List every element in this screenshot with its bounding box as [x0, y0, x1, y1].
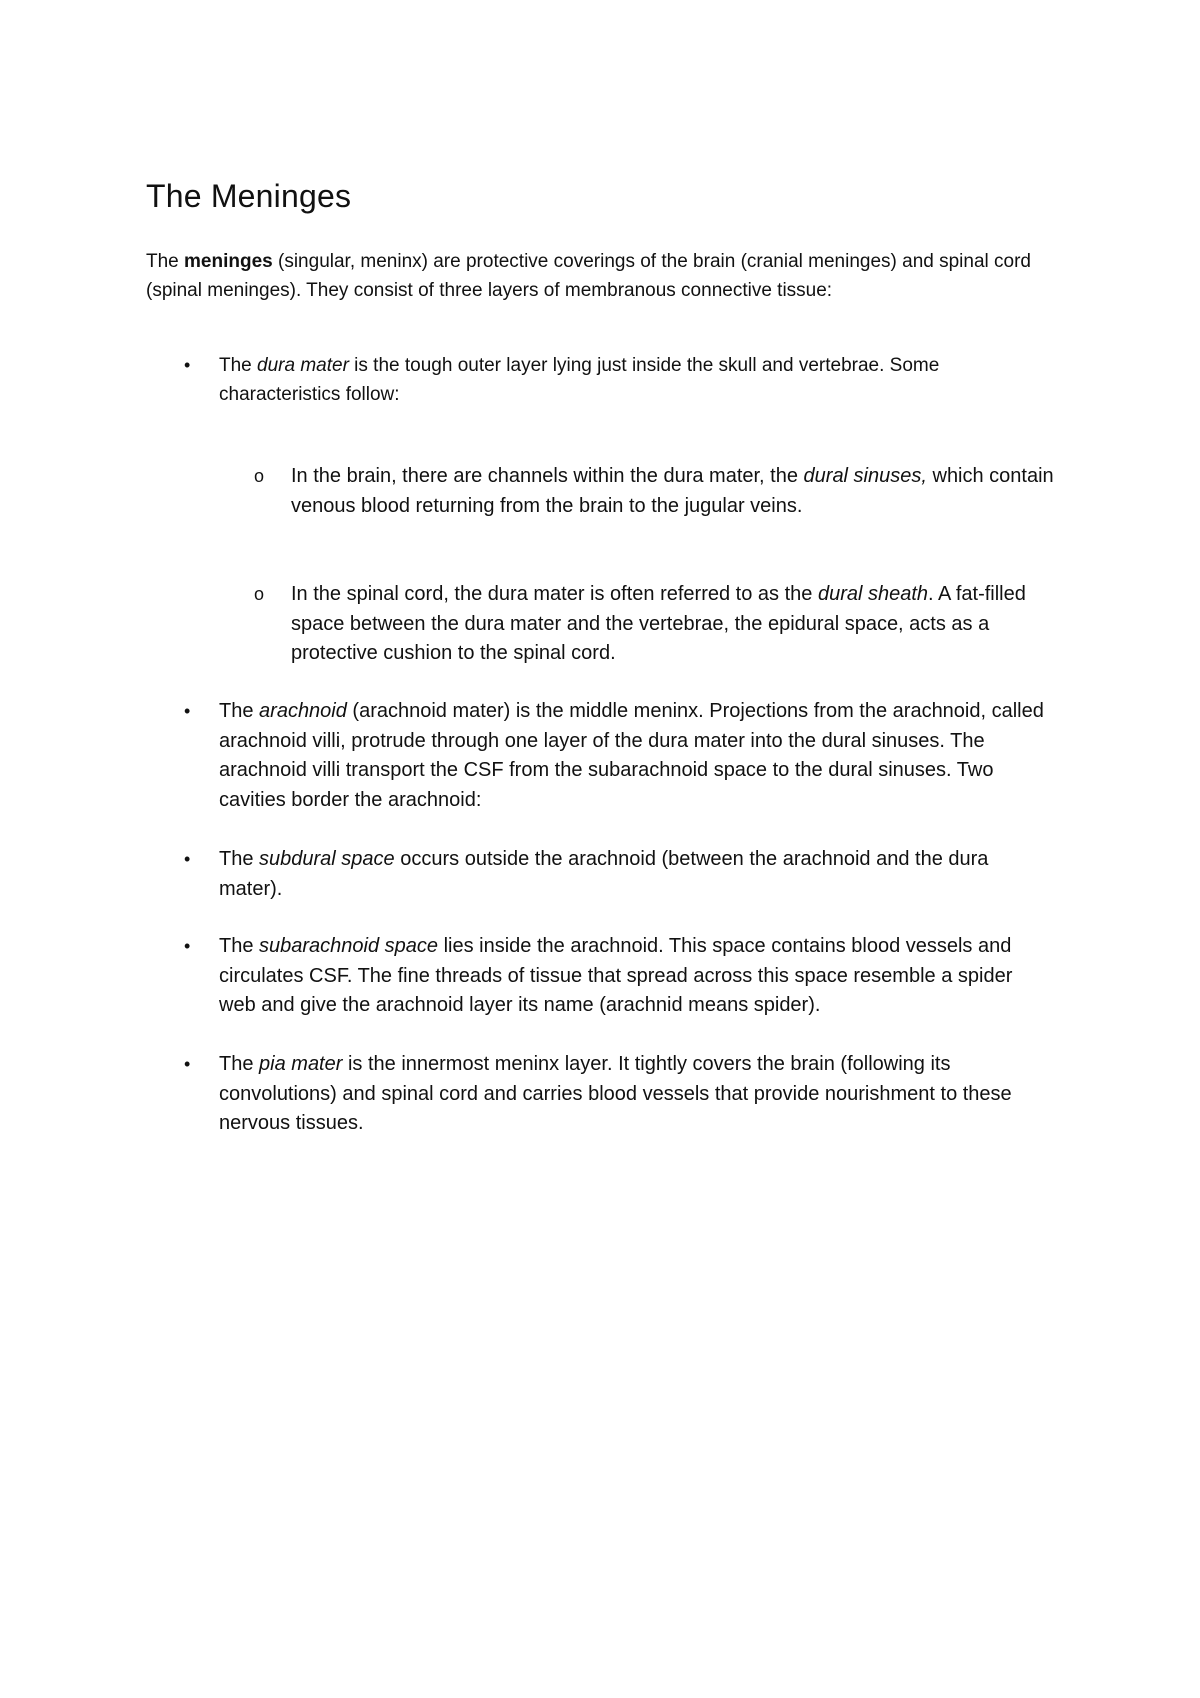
- pia-post: is the innermost meninx layer. It tightly covers the brain (following its convolutions) and spinal cord and carries blood vessels that provide nourishment to these nervous tissues.: [219, 1053, 1012, 1134]
- subdural-text: [219, 845, 1049, 904]
- sublist-item-dural-sheath: [146, 580, 1066, 669]
- subdural-post: occurs outside the arachnoid (between the arachnoid and the dura mater).: [219, 848, 989, 900]
- sub-bullet-icon: o: [254, 466, 265, 486]
- arachnoid-post: (arachnoid mater) is the middle meninx. Projections from the arachnoid, called arachnoid villi, protrude through one layer of the dura mater into the dural sinuses. The arachnoid villi transport the CSF from the subarachnoid space to the dural sinuses. Two cavities border the arachnoid:: [219, 700, 1044, 811]
- subdural-pre: The: [219, 848, 260, 870]
- bullet-icon: •: [184, 355, 191, 375]
- intro-bold-term: meninges: [184, 251, 273, 272]
- list-item-subdural-space: [146, 845, 1066, 904]
- subarachnoid-text: [219, 932, 1049, 1021]
- bullet-icon: •: [184, 849, 191, 869]
- subarachnoid-pre: The: [219, 935, 260, 957]
- intro-paragraph: [146, 247, 1066, 305]
- intro-text-start: The: [146, 251, 185, 272]
- sub2-pre: In the spinal cord, the dura mater is often referred to as the: [291, 583, 818, 605]
- subarachnoid-term: subarachnoid space: [259, 935, 439, 957]
- arachnoid-text: [219, 697, 1049, 815]
- pia-mater-text: [219, 1050, 1049, 1139]
- arachnoid-term: arachnoid: [259, 700, 347, 722]
- subarachnoid-post: lies inside the arachnoid. This space contains blood vessels and circulates CSF. The fine threads of tissue that spread across this space resemble a spider web and give the arachnoid layer its name (arachnid means spider).: [219, 935, 1013, 1016]
- dural-sheath-text: [291, 580, 1061, 669]
- list-item-pia-mater: [146, 1050, 1066, 1139]
- dura-mater-text: [219, 351, 1059, 409]
- bullet-icon: •: [184, 1054, 191, 1074]
- bullet-icon: •: [184, 936, 191, 956]
- dura-post: is the tough outer layer lying just inside the skull and vertebrae. Some characteristics follow:: [219, 355, 940, 405]
- dura-term: dura mater: [257, 355, 349, 376]
- sub2-post: . A fat-filled space between the dura mater and the vertebrae, the epidural space, acts as a protective cushion to the spinal cord.: [291, 583, 1026, 664]
- pia-pre: The: [219, 1053, 260, 1075]
- bullet-icon: •: [184, 701, 191, 721]
- document-title: The Meninges: [146, 178, 352, 214]
- list-item-arachnoid: [146, 697, 1066, 815]
- sub1-pre: In the brain, there are channels within the dura mater, the: [291, 465, 804, 487]
- subdural-term: subdural space: [259, 848, 395, 870]
- arachnoid-pre: The: [219, 700, 260, 722]
- sub1-post: which contain venous blood returning from the brain to the jugular veins.: [291, 465, 1054, 517]
- pia-term: pia mater: [259, 1053, 343, 1075]
- list-item-subarachnoid-space: [146, 932, 1066, 1021]
- dural-sinuses-text: [291, 462, 1061, 521]
- intro-text-rest: (singular, meninx) are protective coverings of the brain (cranial meninges) and spinal cord (spinal meninges). They consist of three layers of membranous connective tissue:: [146, 251, 1031, 301]
- sub-bullet-icon: o: [254, 584, 265, 604]
- sub2-term: dural sheath: [817, 583, 929, 605]
- dura-pre: The: [219, 355, 258, 376]
- sub1-term: dural sinuses,: [803, 465, 927, 487]
- sublist-item-dural-sinuses: [146, 462, 1066, 521]
- list-item-dura-mater: [146, 351, 1066, 409]
